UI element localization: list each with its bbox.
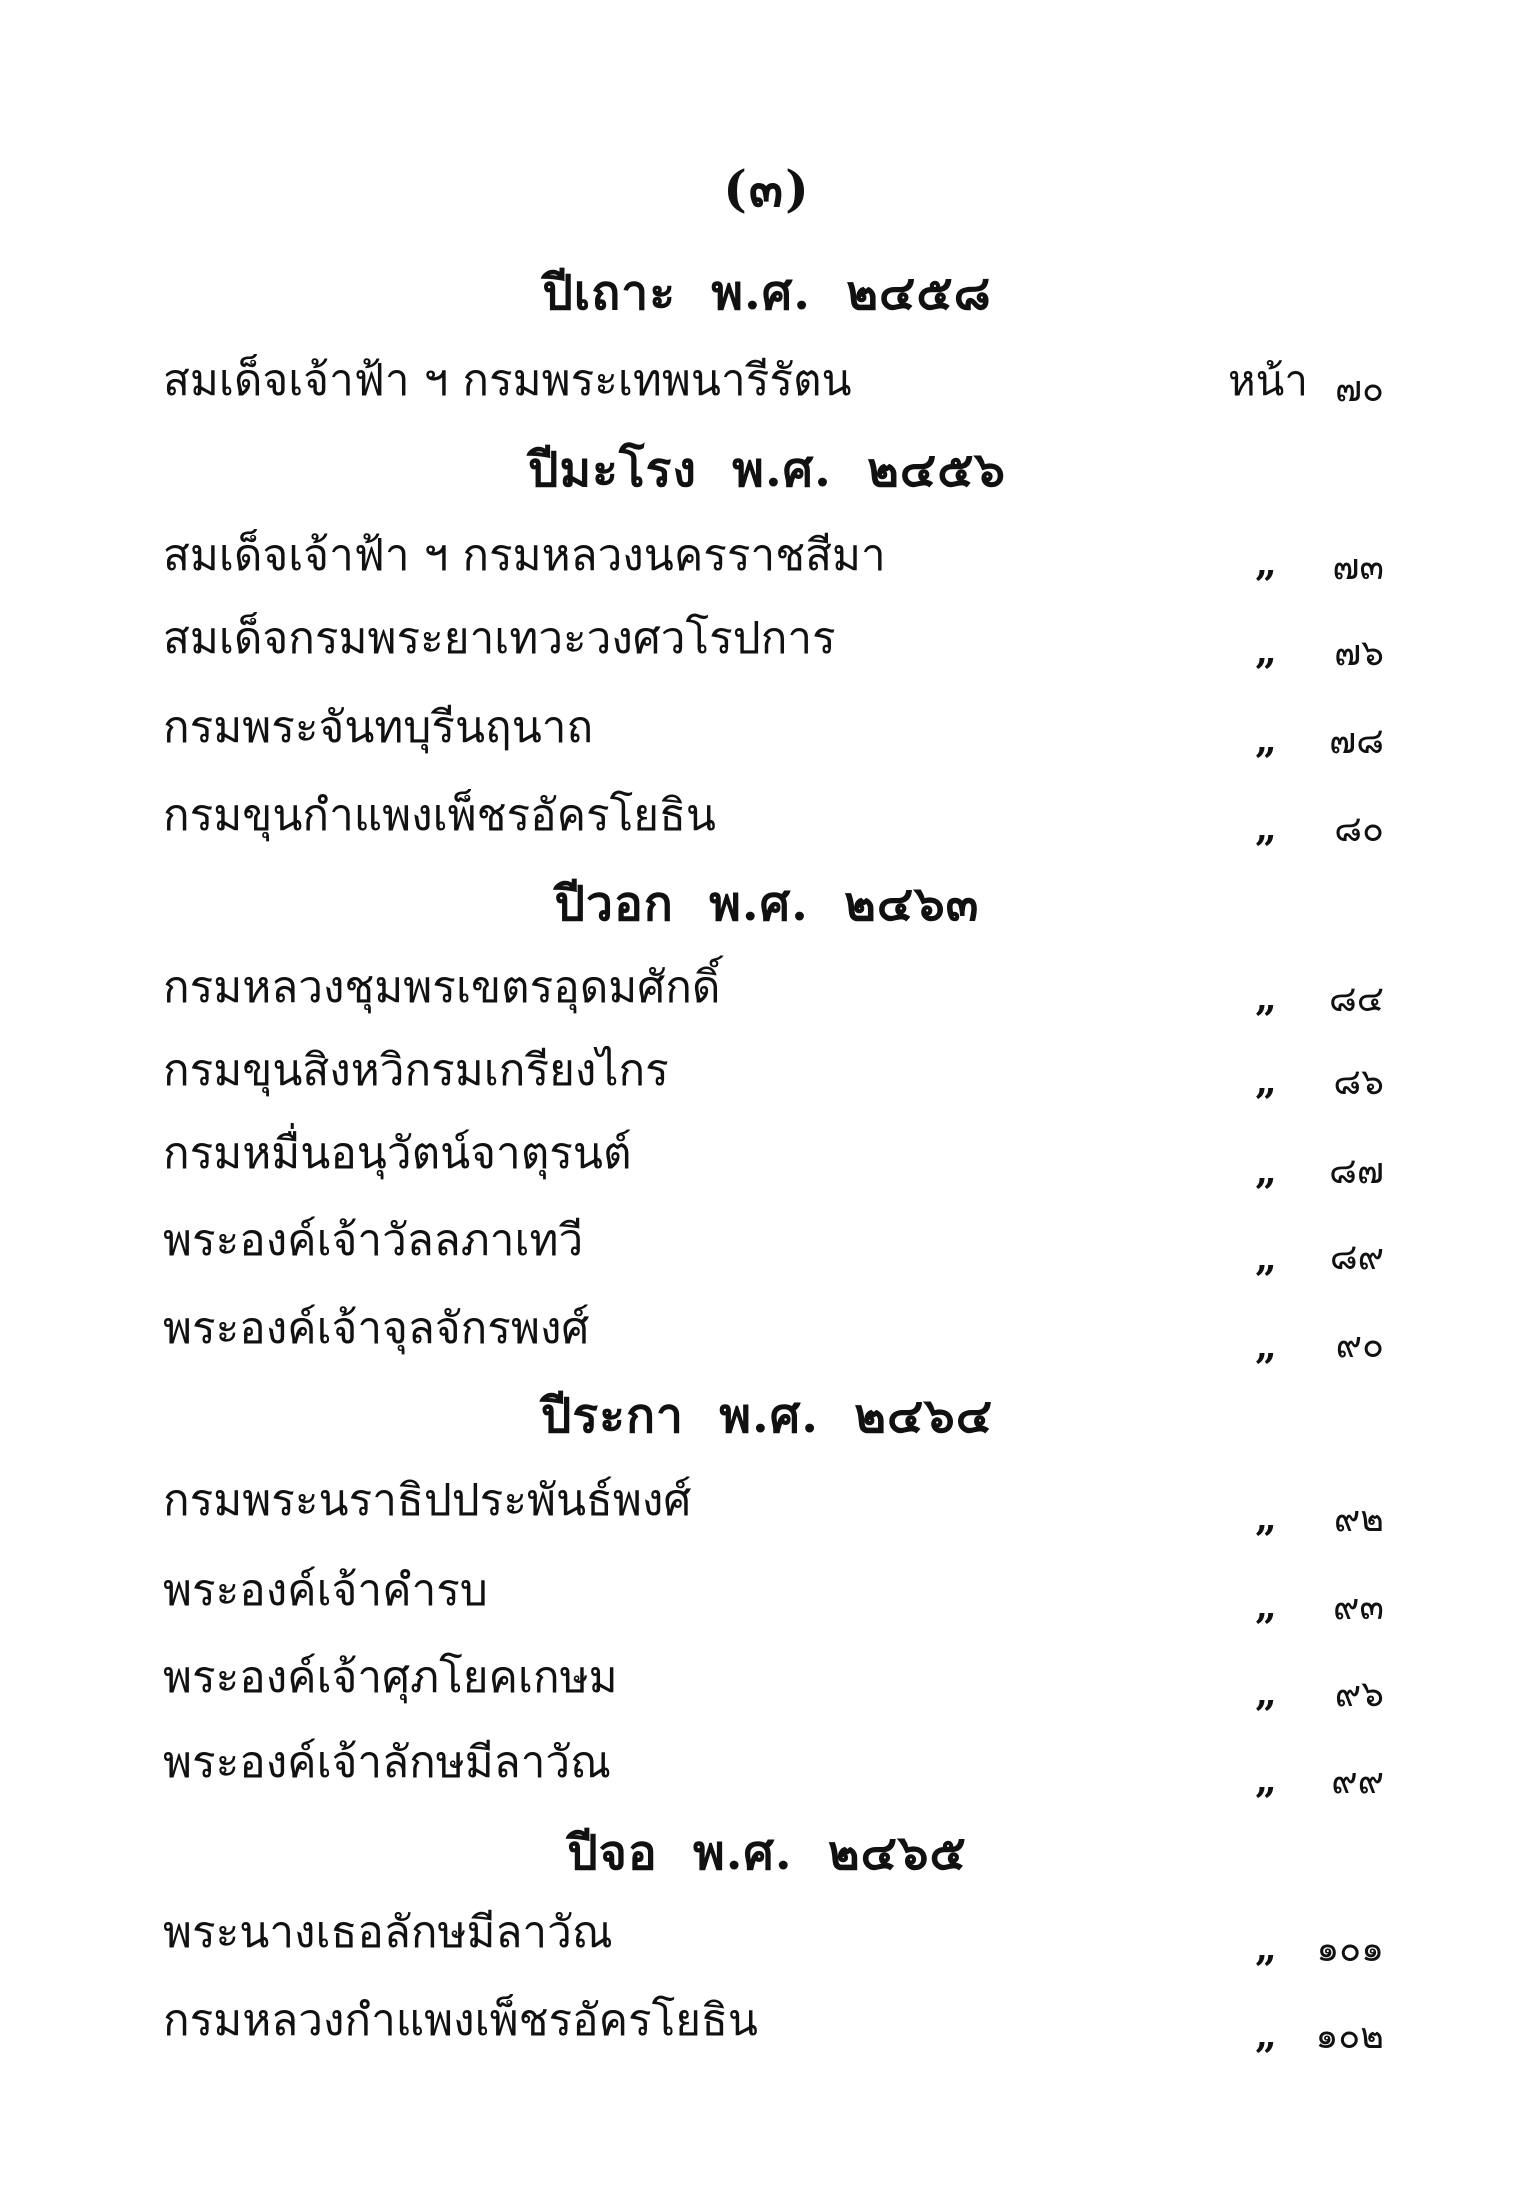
entry-name: สมเด็จเจ้าฟ้า ฯ กรมพระเทพนารีรัตน bbox=[163, 355, 852, 406]
entry-page-number: ๘๔ bbox=[1328, 979, 1384, 1020]
entry-name: พระองค์เจ้าลักษมีลาวัณ bbox=[163, 1737, 611, 1788]
ditto-mark: „ bbox=[1255, 1323, 1277, 1368]
entry-name: พระองค์เจ้าวัลลภาเทวี bbox=[163, 1215, 584, 1266]
entry-page-number: ๘๗ bbox=[1329, 1151, 1384, 1192]
entry-page-number: ๗๘ bbox=[1329, 721, 1384, 762]
entry-name: พระนางเธอลักษมีลาวัณ bbox=[163, 1907, 613, 1958]
entry-page-number: ๗๓ bbox=[1332, 547, 1384, 588]
entry-name: พระองค์เจ้าจุลจักรพงศ์ bbox=[163, 1303, 590, 1354]
entry-page-number: ๑๐๒ bbox=[1315, 2016, 1384, 2057]
entry-page-number: ๘๐ bbox=[1334, 809, 1384, 850]
ditto-mark: „ bbox=[1255, 717, 1277, 762]
entry-name: พระองค์เจ้าศุภโยคเกษม bbox=[163, 1652, 618, 1703]
year-heading: ปีเถาะ พ.ศ. ๒๔๕๘ bbox=[542, 265, 992, 321]
ditto-mark: „ bbox=[1255, 805, 1277, 850]
entry-name: พระองค์เจ้าคำรบ bbox=[163, 1565, 488, 1616]
ditto-mark: „ bbox=[1255, 1925, 1277, 1970]
year-heading: ปีวอก พ.ศ. ๒๔๖๓ bbox=[554, 876, 980, 932]
entry-name: กรมพระนราธิปประพันธ์พงศ์ bbox=[163, 1475, 692, 1526]
entry-page-number: ๘๖ bbox=[1333, 1062, 1384, 1103]
entry-page-number: ๙๓ bbox=[1333, 1587, 1384, 1628]
ditto-mark: „ bbox=[1255, 1148, 1277, 1193]
entry-page-number: ๙๒ bbox=[1333, 1499, 1384, 1540]
entry-name: กรมพระจันทบุรีนฤนาถ bbox=[163, 702, 594, 753]
ditto-mark: „ bbox=[1255, 2012, 1277, 2057]
ditto-mark: „ bbox=[1255, 975, 1277, 1020]
ditto-mark: „ bbox=[1255, 1757, 1277, 1802]
entry-name: สมเด็จกรมพระยาเทวะวงศวโรปการ bbox=[163, 613, 836, 664]
ditto-mark: „ bbox=[1255, 1583, 1277, 1628]
entry-name: สมเด็จเจ้าฟ้า ฯ กรมหลวงนครราชสีมา bbox=[163, 530, 886, 581]
entry-page-number: ๘๙ bbox=[1329, 1237, 1384, 1278]
ditto-mark: „ bbox=[1255, 1235, 1277, 1280]
page-number: (๓) bbox=[723, 159, 811, 218]
entry-name: กรมหมื่นอนุวัตน์จาตุรนต์ bbox=[163, 1128, 632, 1179]
entry-page-number: ๙๖ bbox=[1334, 1674, 1384, 1715]
entry-name: กรมหลวงชุมพรเขตรอุดมศักดิ์ bbox=[163, 962, 721, 1013]
ditto-mark: „ bbox=[1255, 1058, 1277, 1103]
ditto-mark: „ bbox=[1255, 540, 1277, 585]
year-heading: ปีจอ พ.ศ. ๒๔๖๕ bbox=[567, 1825, 967, 1881]
year-heading: ปีระกา พ.ศ. ๒๔๖๔ bbox=[540, 1388, 994, 1444]
entry-page-number: ๑๐๑ bbox=[1316, 1929, 1384, 1970]
ditto-mark: „ bbox=[1255, 628, 1277, 673]
year-heading: ปีมะโรง พ.ศ. ๒๔๕๖ bbox=[527, 442, 1007, 498]
entry-name: กรมหลวงกำแพงเพ็ชรอัครโยธิน bbox=[163, 1995, 759, 2046]
entry-page-number: ๗๖ bbox=[1334, 633, 1384, 674]
entry-page-number: ๗๐ bbox=[1334, 369, 1384, 410]
ditto-mark: „ bbox=[1255, 1670, 1277, 1715]
entry-page-number: ๙๙ bbox=[1331, 1761, 1384, 1802]
entry-name: กรมขุนสิงหวิกรมเกรียงไกร bbox=[163, 1045, 669, 1096]
page-label: หน้า bbox=[1228, 356, 1308, 405]
entry-page-number: ๙๐ bbox=[1335, 1325, 1384, 1366]
entry-name: กรมขุนกำแพงเพ็ชรอัครโยธิน bbox=[163, 790, 717, 841]
ditto-mark: „ bbox=[1255, 1495, 1277, 1540]
